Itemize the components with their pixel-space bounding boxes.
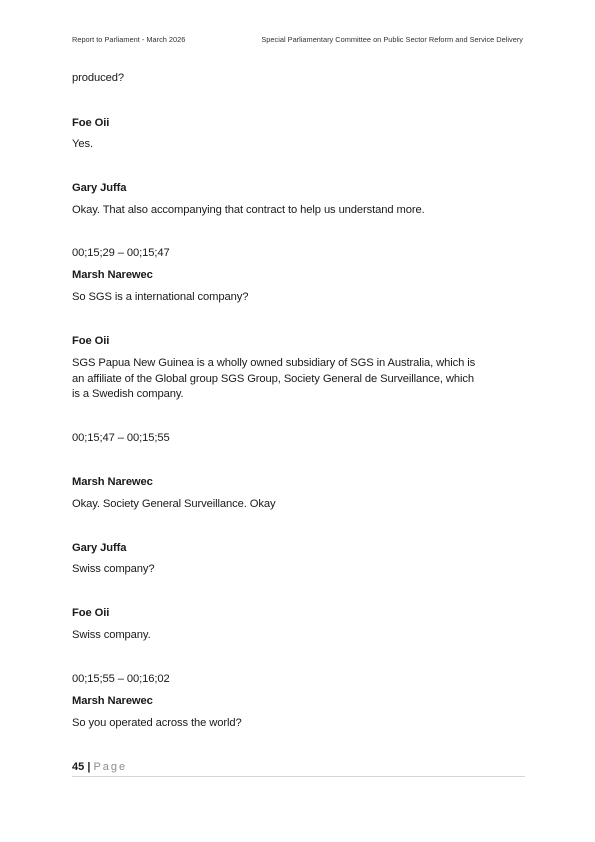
page-header [72,35,523,44]
transcript-text: So SGS is a international company? [72,291,249,303]
speaker-name: Marsh Narewec [72,269,153,281]
transcript-text: produced? [72,72,124,84]
page-footer [72,761,525,777]
footer-separator: | [87,761,91,773]
header-report-title: Report to Parliament - March 2026 [72,35,186,44]
transcript-text: SGS Papua New Guinea is a wholly owned subsidiary of SGS in Australia, which is [72,357,476,369]
speaker-name: Marsh Narewec [72,476,153,488]
timestamp: 00;15;29 – 00;15;47 [72,247,170,259]
transcript-text: So you operated across the world? [72,717,242,729]
speaker-name: Gary Juffa [72,182,127,194]
speaker-name: Marsh Narewec [72,695,153,707]
speaker-name: Foe Oii [72,117,110,129]
transcript-text: Swiss company? [72,563,155,575]
speaker-name: Foe Oii [72,607,110,619]
timestamp: 00;15;55 – 00;16;02 [72,673,170,685]
transcript-text: Yes. [72,138,93,150]
page-label: Page [93,761,128,773]
transcript-text: an affiliate of the Global group SGS Group, Society General de Surveillance, which [72,373,475,385]
transcript-text: Okay. That also accompanying that contract to help us understand more. [72,204,425,216]
speaker-name: Foe Oii [72,335,110,347]
transcript-text: Okay. Society General Surveillance. Okay [72,498,276,510]
transcript-text: is a Swedish company. [72,388,184,400]
header-committee-name: Special Parliamentary Committee on Public Sector Reform and Service Delivery [261,35,523,44]
transcript-text: Swiss company. [72,629,151,641]
page-number: 45 [72,761,85,773]
speaker-name: Gary Juffa [72,542,127,554]
timestamp: 00;15;47 – 00;15;55 [72,432,170,444]
